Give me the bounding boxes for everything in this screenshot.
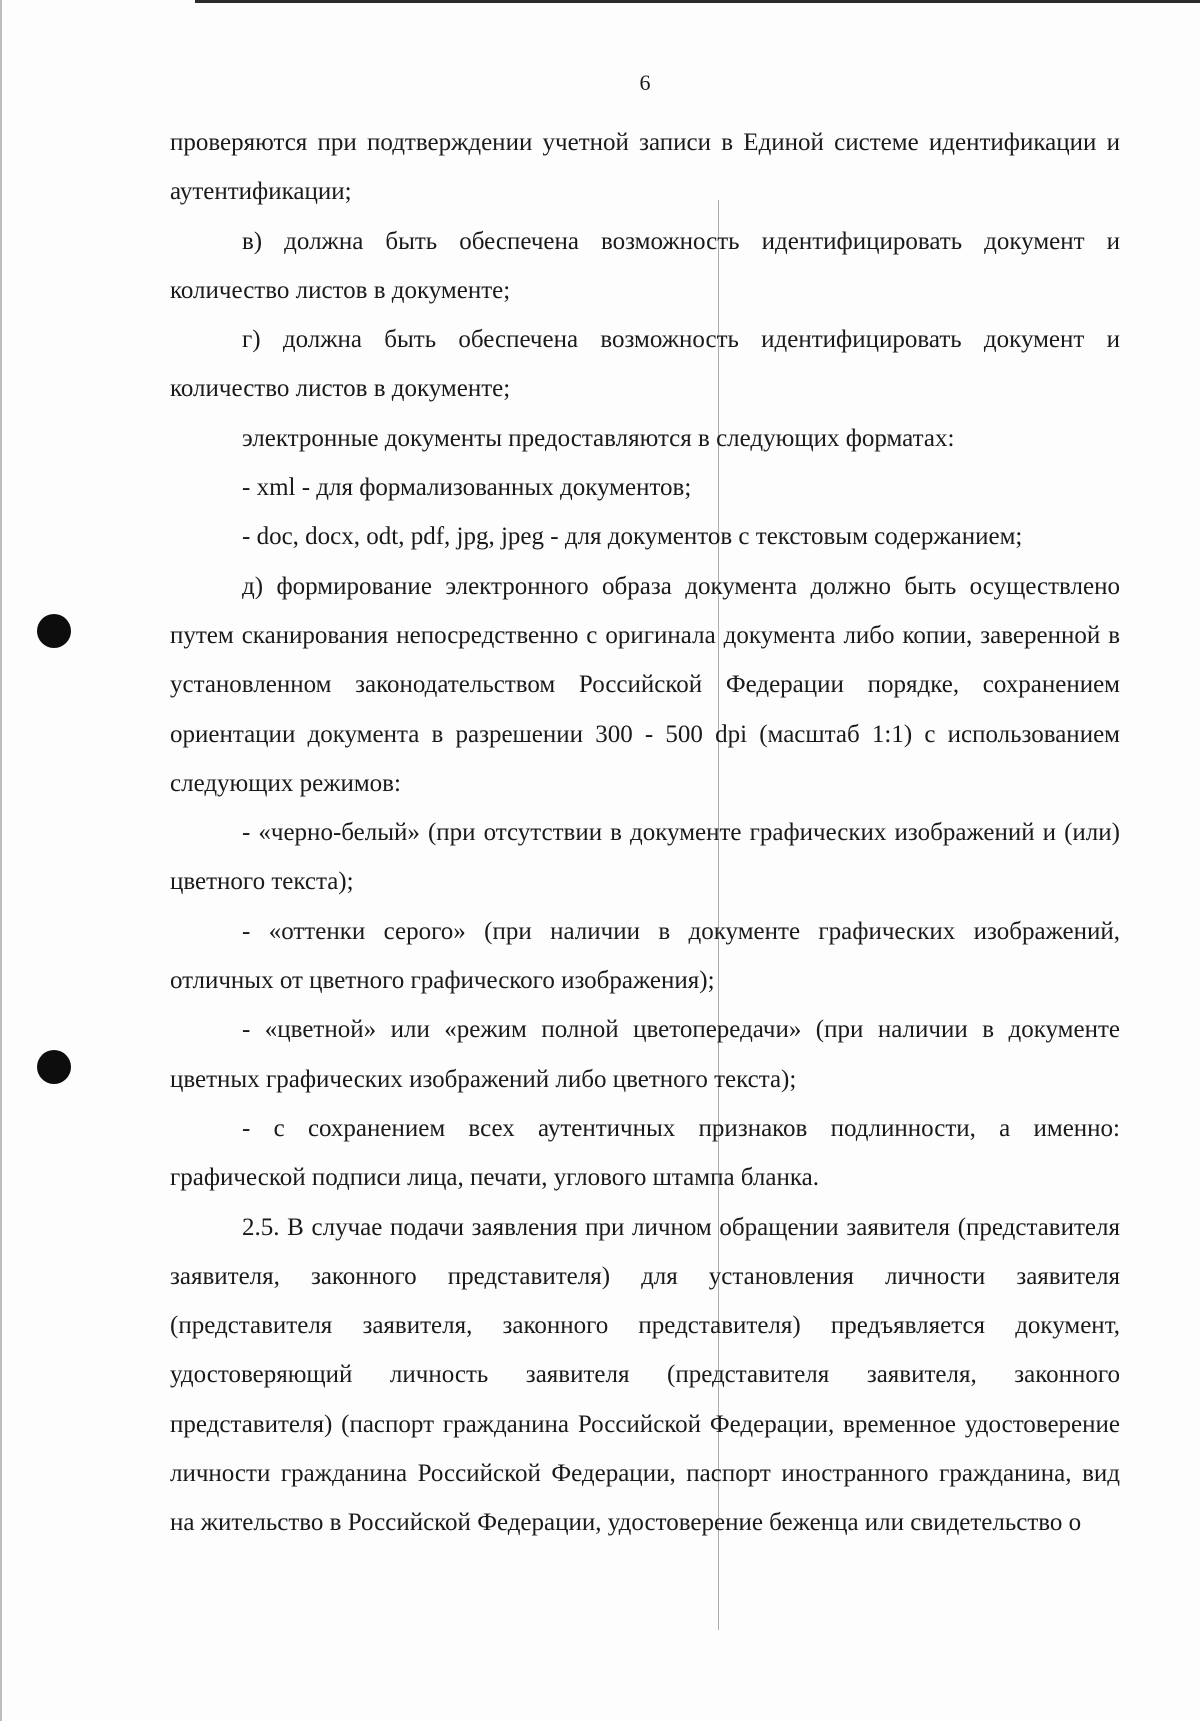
- paragraph-authenticity: - с сохранением всех аутентичных признаков подлинности, а именно: графической подписи лица, печати, углового штампа бланка.: [170, 1114, 1120, 1192]
- punch-hole-upper: [37, 614, 71, 648]
- paragraph-item-v: в) должна быть обеспечена возможность идентифицировать документ и количество листов в документе;: [170, 227, 1120, 304]
- paragraph-mode-grey: - «оттенки серого» (при наличии в документе графических изображений, отличных от цветного графического изображения);: [170, 917, 1120, 995]
- paragraph-item-d: д) формирование электронного образа документа должно быть осуществлено путем сканирования непосредственно с оригинала документа либо копии, заверенной в установленном законодательством Российской Федерации порядке, сохранением ориентации документа в разрешении 300 - 500 dpi (масштаб 1:1) с использованием следующих режимов:: [170, 572, 1120, 797]
- paragraph-item-g: г) должна быть обеспечена возможность идентифицировать документ и количество листов в документе;: [170, 326, 1120, 403]
- scan-left-edge: [0, 0, 2, 1721]
- paragraph-section-2-5: 2.5. В случае подачи заявления при личном обращении заявителя (представителя заявителя, законного представителя) для установления личности заявителя (представителя заявителя, законного представителя) предъявляется документ, удостоверяющий личность заявителя (представителя заявителя, законного представителя) (паспорт гражданина Российской Федерации, временное удостоверение личности гражданина Российской Федерации, паспорт иностранного гражданина, вид на жительство в Российской Федерации, удостоверение беженца или свидетельство о: [170, 1213, 1120, 1537]
- paragraph-format-xml: - xml - для формализованных документов;: [242, 474, 692, 502]
- document-body: [170, 118, 1120, 1548]
- scan-top-edge: [195, 0, 1200, 3]
- paragraph-format-text: - doc, docx, odt, pdf, jpg, jpeg - для документов с текстовым содержанием;: [242, 523, 1023, 551]
- punch-hole-lower: [37, 1050, 71, 1084]
- paragraph-formats-intro: электронные документы предоставляются в следующих форматах:: [242, 424, 955, 452]
- page-number: 6: [639, 70, 651, 95]
- paragraph-mode-color: - «цветной» или «режим полной цветопередачи» (при наличии в документе цветных графических изображений либо цветного текста);: [170, 1016, 1120, 1093]
- paragraph-mode-bw: - «черно-белый» (при отсутствии в документе графических изображений и (или) цветного текста);: [170, 819, 1120, 896]
- paragraph-continuation: проверяются при подтверждении учетной записи в Единой системе идентификации и аутентификации;: [170, 129, 1120, 206]
